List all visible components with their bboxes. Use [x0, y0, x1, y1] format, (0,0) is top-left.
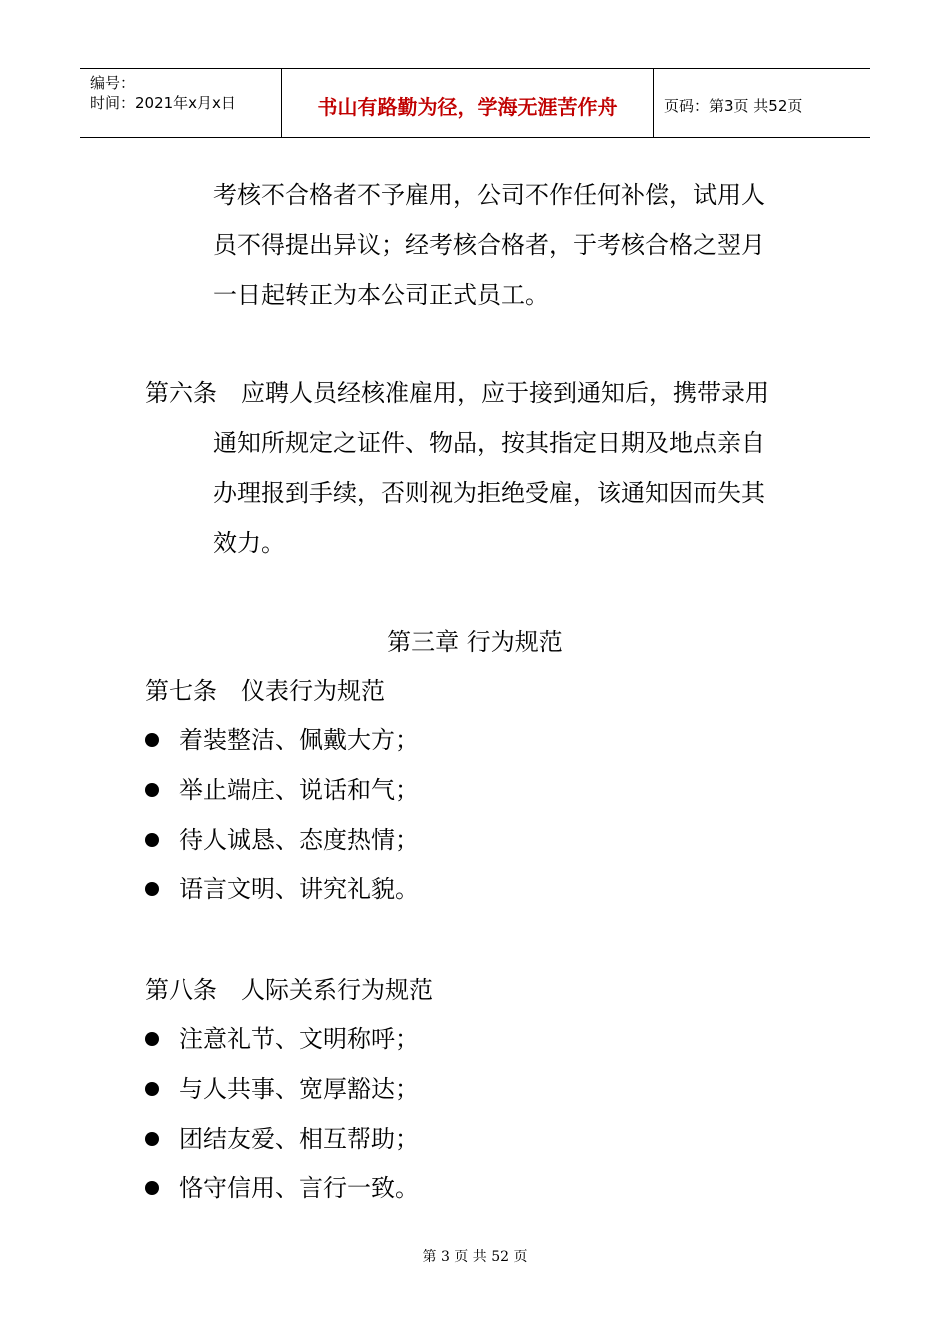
text-line: 员不得提出异议；经考核合格者，于考核合格之翌月	[213, 231, 765, 259]
text-line: 一日起转正为本公司正式员工。	[213, 281, 549, 309]
bullet-icon	[145, 1032, 159, 1046]
paragraph-article-6	[145, 368, 769, 568]
time-label: 时间：2021年x月x日	[90, 94, 236, 112]
list-item: 团结友爱、相互帮助；	[145, 1119, 419, 1159]
page-header	[80, 68, 870, 138]
bullet-icon	[145, 1181, 159, 1195]
text-line: 考核不合格者不予雇用，公司不作任何补偿，试用人	[213, 181, 765, 209]
text-line: 效力。	[213, 529, 285, 557]
list-item: 注意礼节、文明称呼；	[145, 1019, 419, 1059]
header-motto: 书山有路勤为径，学海无涯苦作舟	[282, 69, 654, 137]
bullet-icon	[145, 882, 159, 896]
number-label: 编号：	[90, 74, 136, 92]
list-item: 与人共事、宽厚豁达；	[145, 1069, 419, 1109]
chapter-title: 第三章 行为规范	[387, 628, 563, 656]
list-item: 待人诚恳、态度热情；	[145, 820, 419, 860]
header-page-info: 页码：第3页 共52页	[664, 96, 803, 115]
bullet-icon	[145, 733, 159, 747]
header-meta	[80, 69, 282, 137]
bullet-icon	[145, 833, 159, 847]
bullet-icon	[145, 1132, 159, 1146]
article-8-title: 第八条 人际关系行为规范	[145, 976, 433, 1004]
page-footer: 第 3 页 共 52 页	[422, 1249, 528, 1265]
text-line: 通知所规定之证件、物品，按其指定日期及地点亲自	[213, 429, 765, 457]
bullet-icon	[145, 783, 159, 797]
list-item: 语言文明、讲究礼貌。	[145, 869, 419, 909]
text-line: 办理报到手续，否则视为拒绝受雇，该通知因而失其	[213, 479, 765, 507]
list-item: 着装整洁、佩戴大方；	[145, 720, 419, 760]
paragraph-probation	[145, 170, 765, 320]
article-6-first-line: 第六条 应聘人员经核准雇用，应于接到通知后，携带录用	[145, 379, 769, 407]
bullet-icon	[145, 1082, 159, 1096]
list-item: 举止端庄、说话和气；	[145, 770, 419, 810]
article-7-title: 第七条 仪表行为规范	[145, 677, 385, 705]
list-item: 恪守信用、言行一致。	[145, 1168, 419, 1208]
